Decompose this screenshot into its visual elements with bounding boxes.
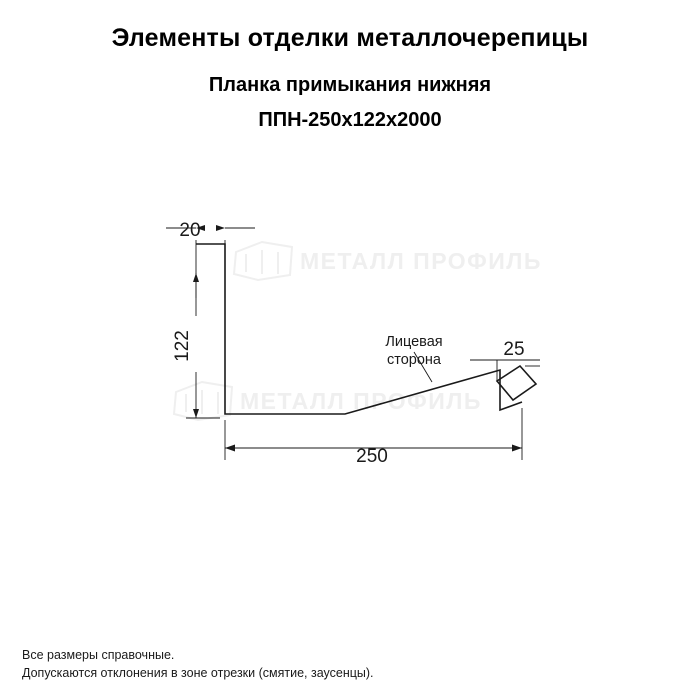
- watermark-text-top: МЕТАЛЛ ПРОФИЛЬ: [300, 248, 542, 274]
- face-label-line2: сторона: [387, 352, 441, 368]
- arrow-122-bottom: [193, 409, 199, 418]
- watermark-text-bottom: МЕТАЛЛ ПРОФИЛЬ: [240, 388, 482, 414]
- face-label-line1: Лицевая: [385, 334, 443, 350]
- footer-line-2: Допускаются отклонения в зоне отрезки (смятие, заусенцы).: [22, 666, 374, 680]
- footer-notes: [22, 646, 374, 682]
- dim-label-20: 20: [179, 220, 201, 241]
- watermark-top: [234, 242, 542, 280]
- arrow-250-left: [225, 445, 235, 452]
- product-code: ППН-250х122х2000: [258, 109, 442, 131]
- arrow-122-top: [193, 273, 199, 282]
- drawing-svg: [0, 170, 700, 530]
- arrow-250-right: [512, 445, 522, 452]
- title-block: [0, 0, 700, 132]
- watermark-group: [174, 242, 542, 420]
- arrow-20-right: [216, 225, 225, 231]
- dim-label-25: 25: [503, 339, 525, 360]
- product-name: Планка примыкания нижняя: [208, 74, 492, 96]
- footer-line-1: Все размеры справочные.: [22, 648, 175, 662]
- technical-drawing: [0, 170, 700, 530]
- dim-label-122: 122: [172, 330, 193, 362]
- page-title: Элементы отделки металлочерепицы: [111, 24, 589, 52]
- lip-detail: [497, 366, 536, 400]
- dim-label-250: 250: [356, 446, 388, 467]
